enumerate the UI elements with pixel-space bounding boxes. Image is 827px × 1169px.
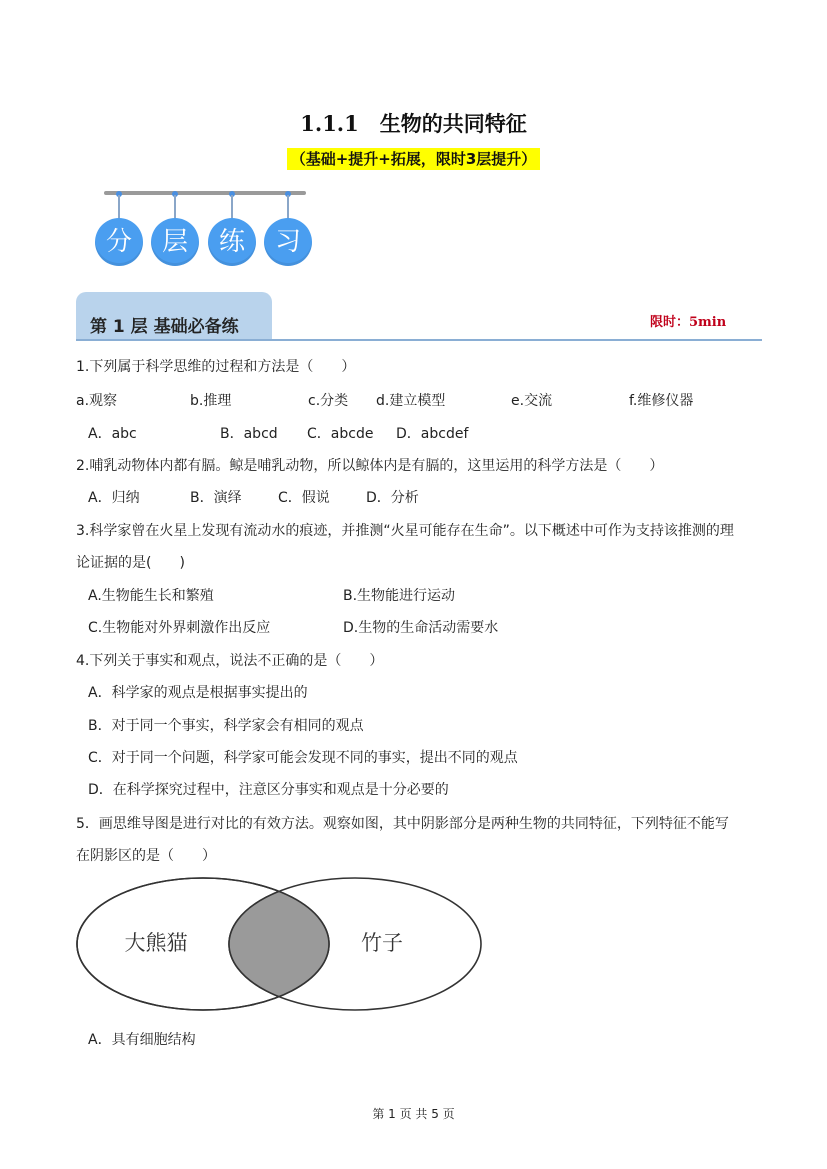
time-limit: 限时：5min <box>650 315 727 330</box>
section-label: 第 1 层 基础必备练 <box>90 317 239 337</box>
question-1-item: b.推理 <box>190 393 232 409</box>
question-2-choice-a: A．归纳 <box>88 490 140 506</box>
question-1-item: d.建立模型 <box>376 393 446 409</box>
question-2-choice-d: D．分析 <box>366 490 419 506</box>
banner-circle-4: 习 <box>264 218 312 266</box>
question-4-choice-c: C．对于同一个问题，科学家可能会发现不同的事实，提出不同的观点 <box>88 750 518 766</box>
question-1-choice-d: D．abcdef <box>396 426 469 442</box>
question-3-choice-d: D.生物的生命活动需要水 <box>343 620 499 636</box>
question-5-stem-line1: 5．画思维导图是进行对比的有效方法。观察如图，其中阴影部分是两种生物的共同特征，下列特征不能写 <box>76 816 729 832</box>
question-4-choice-b: B．对于同一个事实，科学家会有相同的观点 <box>88 718 364 734</box>
question-5-stem-line2: 在阴影区的是（ ） <box>76 848 216 864</box>
question-1-item: a.观察 <box>76 393 118 409</box>
venn-left-label: 大熊猫 <box>124 931 188 955</box>
question-3-choice-a: A.生物能生长和繁殖 <box>88 588 214 604</box>
banner-circle-3: 练 <box>208 218 256 266</box>
question-1-choice-b: B．abcd <box>220 426 278 442</box>
page-number: 第 1 页 共 5 页 <box>372 1107 455 1121</box>
question-2-choice-b: B．演绎 <box>190 490 242 506</box>
page-title: 1.1.1 生物的共同特征 <box>300 111 527 136</box>
question-1-choice-c: C．abcde <box>307 426 374 442</box>
venn-right-label: 竹子 <box>361 931 403 955</box>
banner-circle-2: 层 <box>151 218 199 266</box>
banner-rail <box>104 191 306 195</box>
question-2-stem: 2.哺乳动物体内都有膈。鲸是哺乳动物，所以鲸体内是有膈的，这里运用的科学方法是（ ） <box>76 458 664 474</box>
page-subtitle <box>0 148 827 169</box>
question-5-choice-a: A．具有细胞结构 <box>88 1032 196 1048</box>
question-3-choice-c: C.生物能对外界刺激作出反应 <box>88 620 271 636</box>
question-3-choice-b: B.生物能进行运动 <box>343 588 456 604</box>
question-1-stem: 1.下列属于科学思维的过程和方法是（ ） <box>76 359 356 375</box>
question-4-choice-a: A．科学家的观点是根据事实提出的 <box>88 685 308 701</box>
question-1-item: c.分类 <box>308 393 349 409</box>
question-4-choice-d: D．在科学探究过程中，注意区分事实和观点是十分必要的 <box>88 782 449 798</box>
banner-circle-1: 分 <box>95 218 143 266</box>
question-1-item: e.交流 <box>511 393 553 409</box>
question-1-choice-a: A．abc <box>88 426 137 442</box>
question-1-item: f.维修仪器 <box>629 393 694 409</box>
section-divider <box>76 339 762 341</box>
question-4-stem: 4.下列关于事实和观点，说法不正确的是（ ） <box>76 653 384 669</box>
question-3-stem-line1: 3.科学家曾在火星上发现有流动水的痕迹，并推测“火星可能存在生命”。以下概述中可作为支持该推测的理 <box>76 523 734 539</box>
question-2-choice-c: C．假说 <box>278 490 330 506</box>
question-3-stem-line2: 论证据的是( ) <box>76 555 185 571</box>
subtitle-highlight: （基础+提升+拓展，限时3层提升） <box>287 148 541 170</box>
venn-diagram <box>70 872 490 1017</box>
